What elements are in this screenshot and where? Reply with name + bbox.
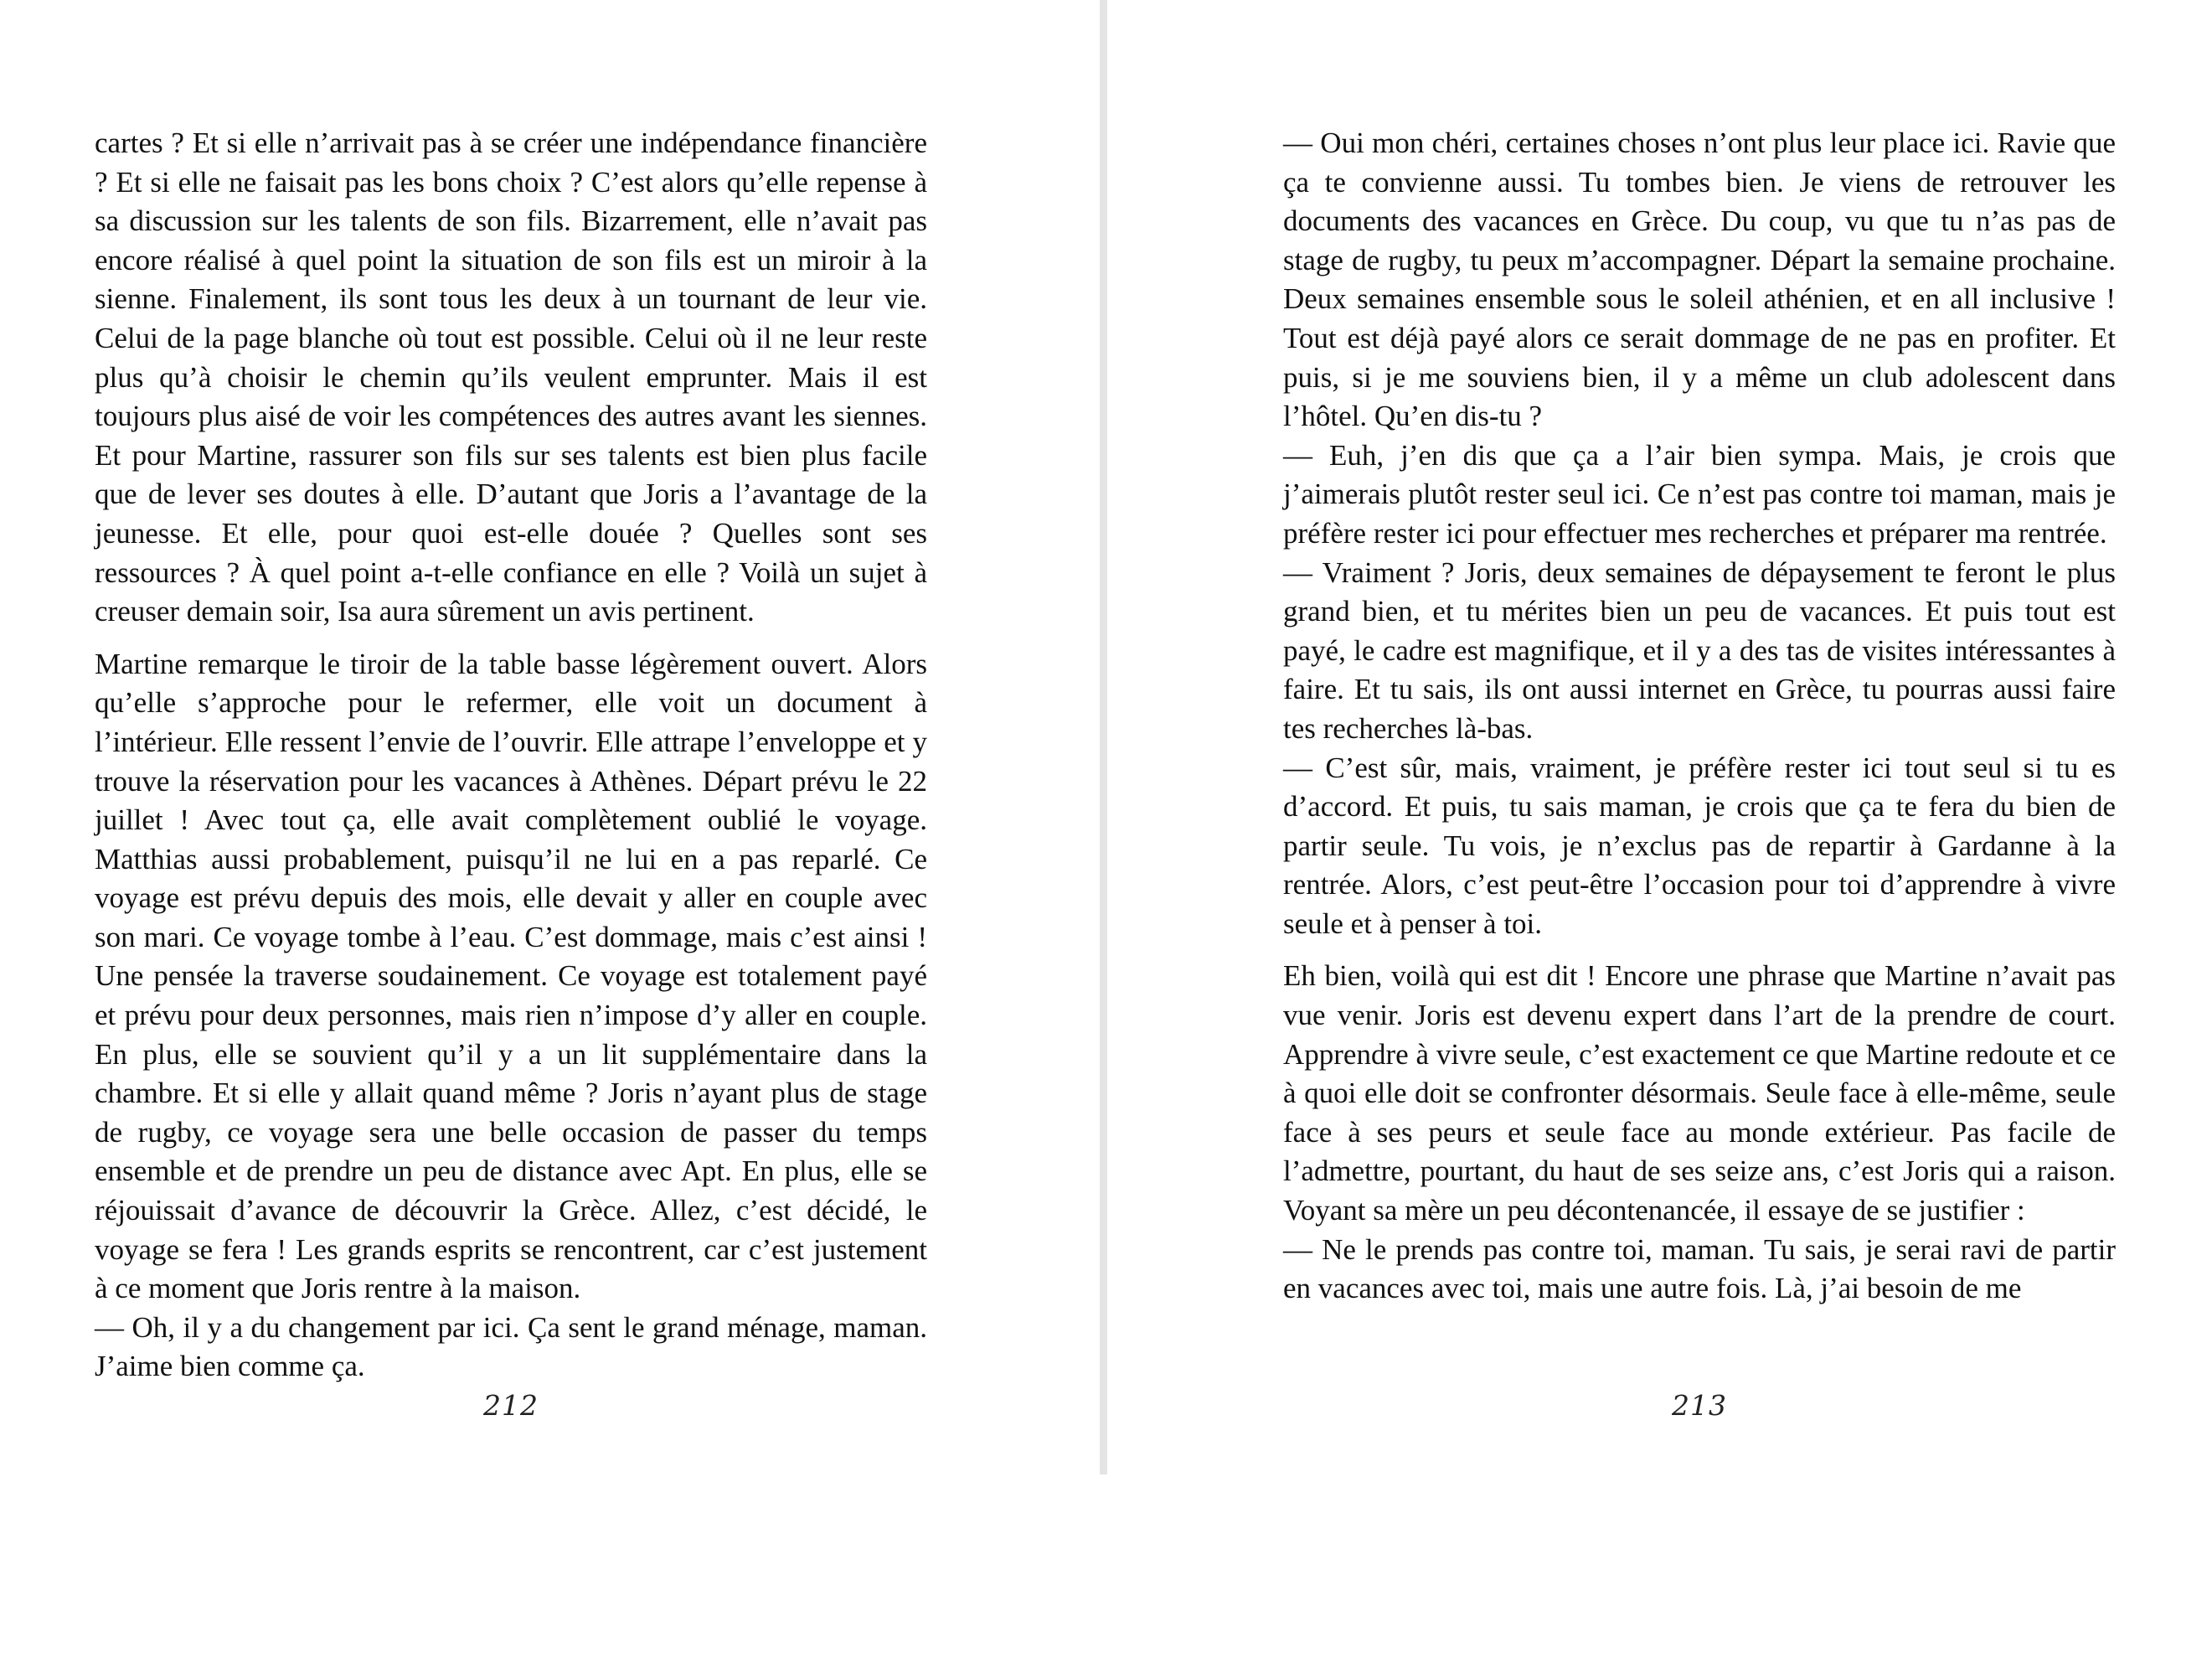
body-paragraph: cartes ? Et si elle n’arrivait pas à se créer une indépendance financière ? Et si elle ne faisait pas les bons choix ? C’est alors qu’elle repense à sa discussion sur les talents de son fils. Bizarrement, elle n’avait pas encore réalisé à quel point la situation de son fils est un miroir à la sienne. Finalement, ils sont tous les deux à un tournant de leur vie. Celui de la page blanche où tout est possible. Celui où il ne leur reste plus qu’à choisir le chemin qu’ils veulent emprunter. Mais il est toujours plus aisé de voir les compétences des autres avant les siennes. Et pour Martine, rassurer son fils sur ses talents est bien plus facile que de lever ses doutes à elle. D’autant que Joris a l’avantage de la jeunesse. Et elle, pour quoi est-elle douée ? Quelles sont ses ressources ? À quel point a-t-elle confiance en elle ? Voilà un sujet à creuser demain soir, Isa aura sûrement un avis pertinent. [95, 127, 927, 628]
dialogue-line: — Oh, il y a du changement par ici. Ça sent le grand ménage, maman. J’aime bien comme ça. [95, 1310, 927, 1383]
left-page-text [95, 124, 927, 1387]
book-gutter [1100, 0, 1107, 1474]
left-page [0, 0, 1100, 1474]
dialogue-line: — C’est sûr, mais, vraiment, je préfère rester ici tout seul si tu es d’accord. Et puis, tu sais maman, je crois que ça te fera du bien de partir seule. Tu vois, je n’exclus pas de repartir à Gardanne à la rentrée. Alors, c’est peut-être l’occasion pour toi d’apprendre à vivre seule et à penser à toi. [1283, 751, 2116, 940]
body-paragraph: Martine remarque le tiroir de la table basse légèrement ouvert. Alors qu’elle s’approche pour le refermer, elle voit un document à l’intérieur. Elle ressent l’envie de l’ouvrir. Elle attrape l’enveloppe et y trouve la réservation pour les vacances à Athènes. Départ prévu le 22 juillet ! Avec tout ça, elle avait complètement oublié le voyage. Matthias aussi probablement, puisqu’il ne lui en a pas reparlé. Ce voyage est prévu depuis des mois, elle devait y aller en couple avec son mari. Ce voyage tombe à l’eau. C’est dommage, mais c’est ainsi ! Une pensée la traverse soudainement. Ce voyage est totalement payé et prévu pour deux personnes, mais rien n’impose d’y aller en couple. En plus, elle se souvient qu’il y a un lit supplémentaire dans la chambre. Et si elle y allait quand même ? Joris n’ayant plus de stage de rugby, ce voyage sera une belle occasion de passer du temps ensemble et de prendre un peu de distance avec Apt. En plus, elle se réjouissait d’avance de découvrir la Grèce. Allez, c’est décidé, le voyage se fera ! Les grands esprits se rencontrent, car c’est justement à ce moment que Joris rentre à la maison. [95, 647, 927, 1305]
dialogue-line: — Ne le prends pas contre toi, maman. Tu sais, je serai ravi de partir en vacances avec toi, mais une autre fois. Là, j’ai besoin de me [1283, 1232, 2116, 1305]
right-page [1107, 0, 2212, 1474]
dialogue-line: — Euh, j’en dis que ça a l’air bien sympa. Mais, je crois que j’aimerais plutôt rester seul ici. Ce n’est pas contre toi maman, mais je préfère rester ici pour effectuer mes recherches et préparer ma rentrée. [1283, 438, 2116, 550]
right-page-text [1283, 124, 2116, 1309]
body-paragraph: Eh bien, voilà qui est dit ! Encore une phrase que Martine n’avait pas vue venir. Joris est devenu expert dans l’art de la prendre de court. Apprendre à vivre seule, c’est exactement ce que Martine redoute et ce à quoi elle doit se confronter désormais. Seule face à elle-même, seule face à ses peurs et seule face au monde extérieur. Pas facile de l’admettre, pourtant, du haut de ses seize ans, c’est Joris qui a raison. Voyant sa mère un peu décontenancée, il essaye de se justifier : [1283, 959, 2116, 1227]
page-number: 213 [1672, 1389, 1727, 1422]
dialogue-line: — Oui mon chéri, certaines choses n’ont plus leur place ici. Ravie que ça te convienne aussi. Tu tombes bien. Je viens de retrouver les documents des vacances en Grèce. Du coup, vu que tu n’as pas de stage de rugby, tu peux m’accompagner. Départ la semaine prochaine. Deux semaines ensemble sous le soleil athénien, et en all inclusive ! Tout est déjà payé alors ce serait dommage de ne pas en profiter. Et puis, si je me souviens bien, il y a même un club adolescent dans l’hôtel. Qu’en dis-tu ? [1283, 127, 2116, 433]
dialogue-line: — Vraiment ? Joris, deux semaines de dépaysement te feront le plus grand bien, et tu mérites bien un peu de vacances. Et puis tout est payé, le cadre est magnifique, et il y a des tas de visites intéressantes à faire. Et tu sais, ils ont aussi internet en Grèce, tu pourras aussi faire tes recherches là-bas. [1283, 555, 2116, 745]
page-number: 212 [483, 1389, 539, 1422]
